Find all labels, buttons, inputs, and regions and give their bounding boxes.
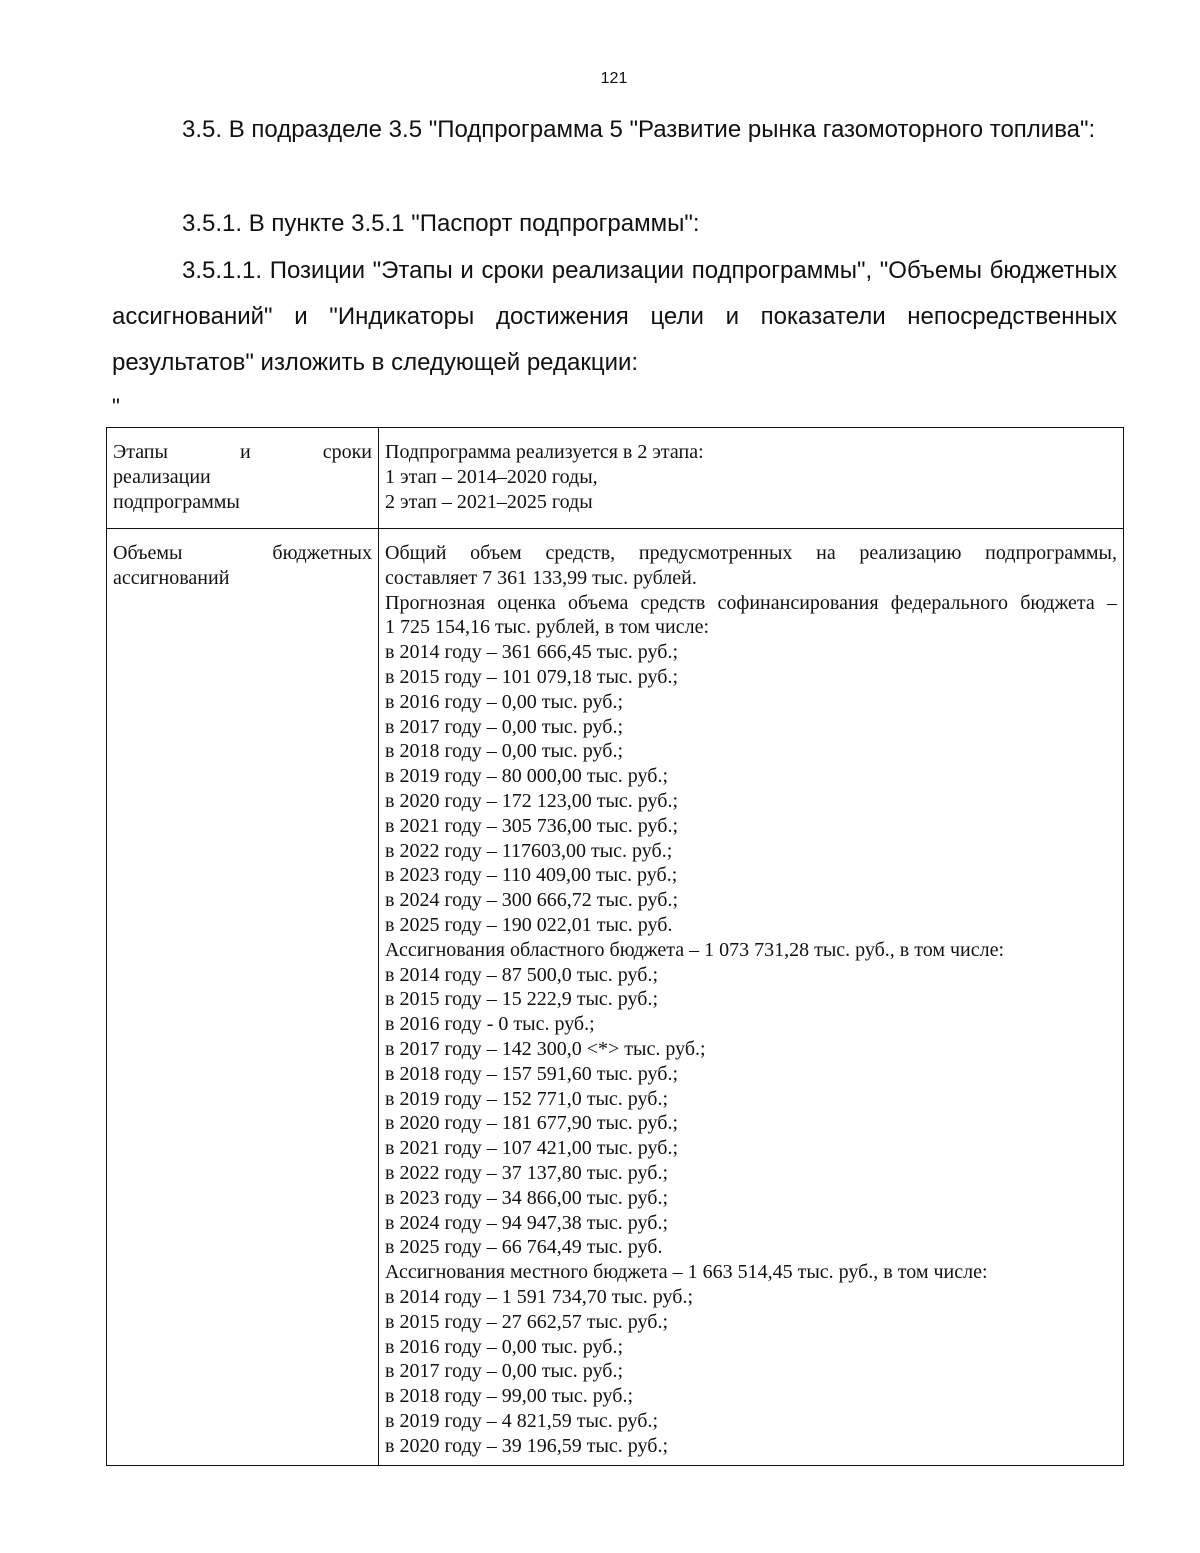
- value-line: Ассигнования областного бюджета – 1 073 731,28 тыс. руб., в том числе:: [385, 938, 1005, 961]
- value-line: в 2021 году – 107 421,00 тыс. руб.;: [385, 1137, 679, 1160]
- value-line: Общий объем средств, предусмотренных на реализацию подпрограммы,: [385, 542, 1117, 564]
- value-line: в 2014 году – 1 591 734,70 тыс. руб.;: [385, 1285, 694, 1308]
- row-value-budget: [379, 529, 1123, 1458]
- value-line: Подпрограмма реализуется в 2 этапа:: [385, 441, 704, 463]
- row-label-stages: [107, 428, 378, 514]
- value-line: в 2019 году – 4 821,59 тыс. руб.;: [385, 1409, 659, 1432]
- value-line: в 2025 году – 190 022,01 тыс. руб.: [385, 913, 673, 936]
- value-line: в 2020 году – 181 677,90 тыс. руб.;: [385, 1112, 679, 1135]
- row-value-cell: [379, 529, 1124, 1466]
- value-line: в 2023 году – 110 409,00 тыс. руб.;: [385, 864, 678, 887]
- table-row-budget: [107, 529, 1124, 1466]
- value-line: в 2018 году – 157 591,60 тыс. руб.;: [385, 1062, 679, 1085]
- paragraph-text: 3.5.1. В пункте 3.5.1 "Паспорт подпрограммы":: [182, 210, 700, 237]
- label-line: ассигнований: [113, 566, 230, 589]
- value-line: Прогнозная оценка объема средств софинансирования федерального бюджета –: [385, 591, 1117, 614]
- value-line: в 2014 году – 87 500,0 тыс. руб.;: [385, 963, 659, 986]
- paragraph-section-3-5-1: [112, 201, 1117, 247]
- value-line: 2 этап – 2021–2025 годы: [385, 490, 593, 513]
- label-line: Этапы и сроки: [113, 441, 372, 463]
- label-line: подпрограммы: [113, 490, 240, 513]
- value-line: в 2022 году – 117603,00 тыс. руб.;: [385, 839, 673, 862]
- value-line: в 2015 году – 101 079,18 тыс. руб.;: [385, 665, 679, 688]
- paragraph-section-3-5: [112, 107, 1117, 153]
- value-line: в 2020 году – 39 196,59 тыс. руб.;: [385, 1434, 669, 1457]
- label-line: реализации: [113, 465, 211, 488]
- value-line: в 2023 году – 34 866,00 тыс. руб.;: [385, 1186, 669, 1209]
- subprogram-passport-table: [106, 427, 1124, 1466]
- paragraph-text: 3.5. В подразделе 3.5 "Подпрограмма 5 "Развитие рынка газомоторного топлива":: [182, 116, 1096, 143]
- value-line: в 2017 году – 142 300,0 <*> тыс. руб.;: [385, 1037, 706, 1060]
- value-line: в 2019 году – 152 771,0 тыс. руб.;: [385, 1087, 669, 1110]
- row-value-stages: [379, 428, 1123, 514]
- value-line: в 2018 году – 0,00 тыс. руб.;: [385, 740, 624, 763]
- paragraph-text: 3.5.1.1. Позиции "Этапы и сроки реализации подпрограммы", "Объемы бюджетных ассигнований" и "Индикаторы достижения цели и показатели непосредственных результатов" изложить в следующей редакции:: [112, 257, 1117, 376]
- value-line: в 2022 году – 37 137,80 тыс. руб.;: [385, 1161, 669, 1184]
- value-line: в 2019 году – 80 000,00 тыс. руб.;: [385, 765, 669, 788]
- value-line: в 2016 году – 0,00 тыс. руб.;: [385, 690, 624, 713]
- value-line: 1 725 154,16 тыс. рублей, в том числе:: [385, 616, 710, 639]
- value-line: в 2015 году – 27 662,57 тыс. руб.;: [385, 1310, 669, 1333]
- row-label-budget: [107, 529, 378, 591]
- value-line: в 2021 году – 305 736,00 тыс. руб.;: [385, 814, 679, 837]
- value-line: в 2016 году - 0 тыс. руб.;: [385, 1013, 595, 1036]
- value-line: в 2020 году – 172 123,00 тыс. руб.;: [385, 789, 679, 812]
- value-line: в 2024 году – 94 947,38 тыс. руб.;: [385, 1211, 669, 1234]
- value-line: Ассигнования местного бюджета – 1 663 514,45 тыс. руб., в том числе:: [385, 1261, 988, 1284]
- value-line: составляет 7 361 133,99 тыс. рублей.: [385, 566, 697, 589]
- value-line: в 2024 году – 300 666,72 тыс. руб.;: [385, 889, 679, 912]
- value-line: 1 этап – 2014–2020 годы,: [385, 465, 598, 488]
- value-line: в 2016 году – 0,00 тыс. руб.;: [385, 1335, 624, 1358]
- table-row-stages: [107, 428, 1124, 529]
- row-label-cell: [107, 529, 379, 1466]
- value-line: в 2025 году – 66 764,49 тыс. руб.: [385, 1236, 663, 1259]
- value-line: в 2017 году – 0,00 тыс. руб.;: [385, 715, 624, 738]
- row-label-cell: [107, 428, 379, 529]
- value-line: в 2015 году – 15 222,9 тыс. руб.;: [385, 988, 659, 1011]
- opening-quote-mark: ": [112, 394, 120, 419]
- value-line: в 2017 году – 0,00 тыс. руб.;: [385, 1360, 624, 1383]
- page-number: 121: [600, 70, 628, 87]
- value-line: в 2018 году – 99,00 тыс. руб.;: [385, 1385, 634, 1408]
- label-line: Объемы бюджетных: [113, 542, 372, 564]
- paragraph-section-3-5-1-1: [112, 248, 1117, 386]
- row-value-cell: [379, 428, 1124, 529]
- value-line: в 2014 году – 361 666,45 тыс. руб.;: [385, 641, 679, 664]
